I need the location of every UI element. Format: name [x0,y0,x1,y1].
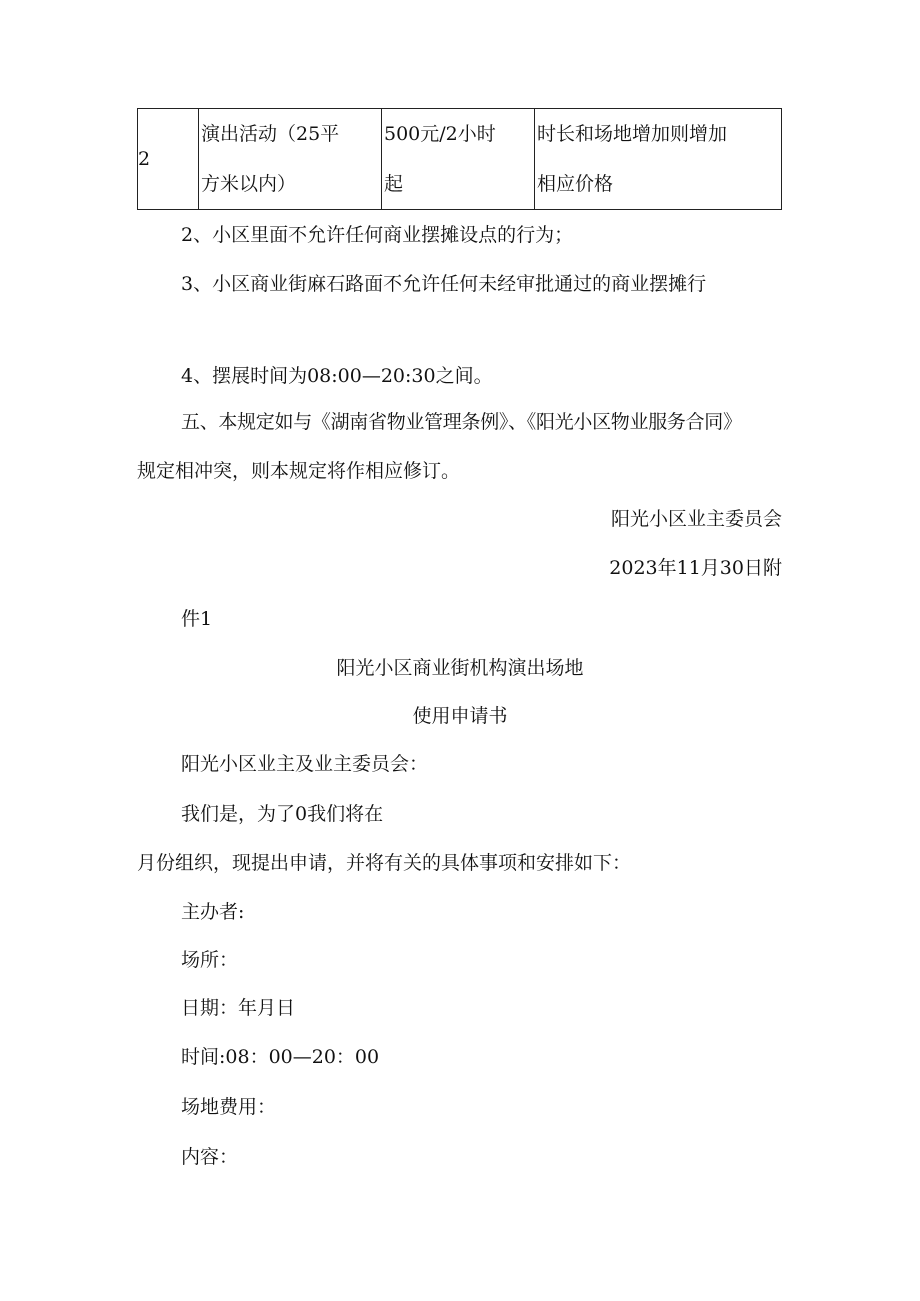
table-row [138,109,782,210]
row-number: 2 [138,148,151,170]
item-line-1: 演出活动（25平 [201,123,340,145]
field-content: 内容： [181,1146,239,1168]
rule-item-4: 4、摆展时间为08:00—20:30之间。 [181,365,493,387]
field-venue: 场所： [181,949,239,971]
attachment-label: 件1 [181,608,213,630]
rule-item-2: 2、小区里面不允许任何商业摆摊设点的行为； [181,224,574,246]
note-cell [535,109,782,210]
rule-item-3: 3、小区商业街麻石路面不允许任何未经审批通过的商业摆摊行 [181,273,707,295]
attachment-body-line-2: 月份组织，现提出申请，并将有关的具体事项和安排如下： [137,852,632,874]
fee-line-1: 500元/2小时 [384,123,496,145]
item-cell [199,109,382,210]
row-number-cell [138,109,199,210]
signature-date: 2023年11月30日附 [609,557,782,579]
item-line-2: 方米以内） [201,173,297,195]
fee-table [137,108,782,210]
rule-section-5-line-2: 规定相冲突，则本规定将作相应修订。 [137,460,461,482]
fee-cell [382,109,535,210]
rule-section-5-line-1: 五、本规定如与《湖南省物业管理条例》、《阳光小区物业服务合同》 [181,411,742,433]
field-fee: 场地费用： [181,1096,277,1118]
attachment-title-line-2: 使用申请书 [412,705,508,727]
field-date: 日期：年月日 [181,997,296,1019]
field-organizer: 主办者: [181,901,245,923]
note-line-2: 相应价格 [537,173,614,195]
signature-org: 阳光小区业主委员会 [610,508,782,530]
attachment-body-line-1: 我们是，为了0我们将在 [181,803,384,825]
note-line-1: 时长和场地增加则增加 [537,123,728,145]
attachment-title-line-1: 阳光小区商业街机构演出场地 [336,657,584,679]
attachment-salutation: 阳光小区业主及业主委员会： [181,753,429,775]
field-time: 时间:08：00—20：00 [181,1046,380,1068]
fee-line-2: 起 [384,173,404,195]
